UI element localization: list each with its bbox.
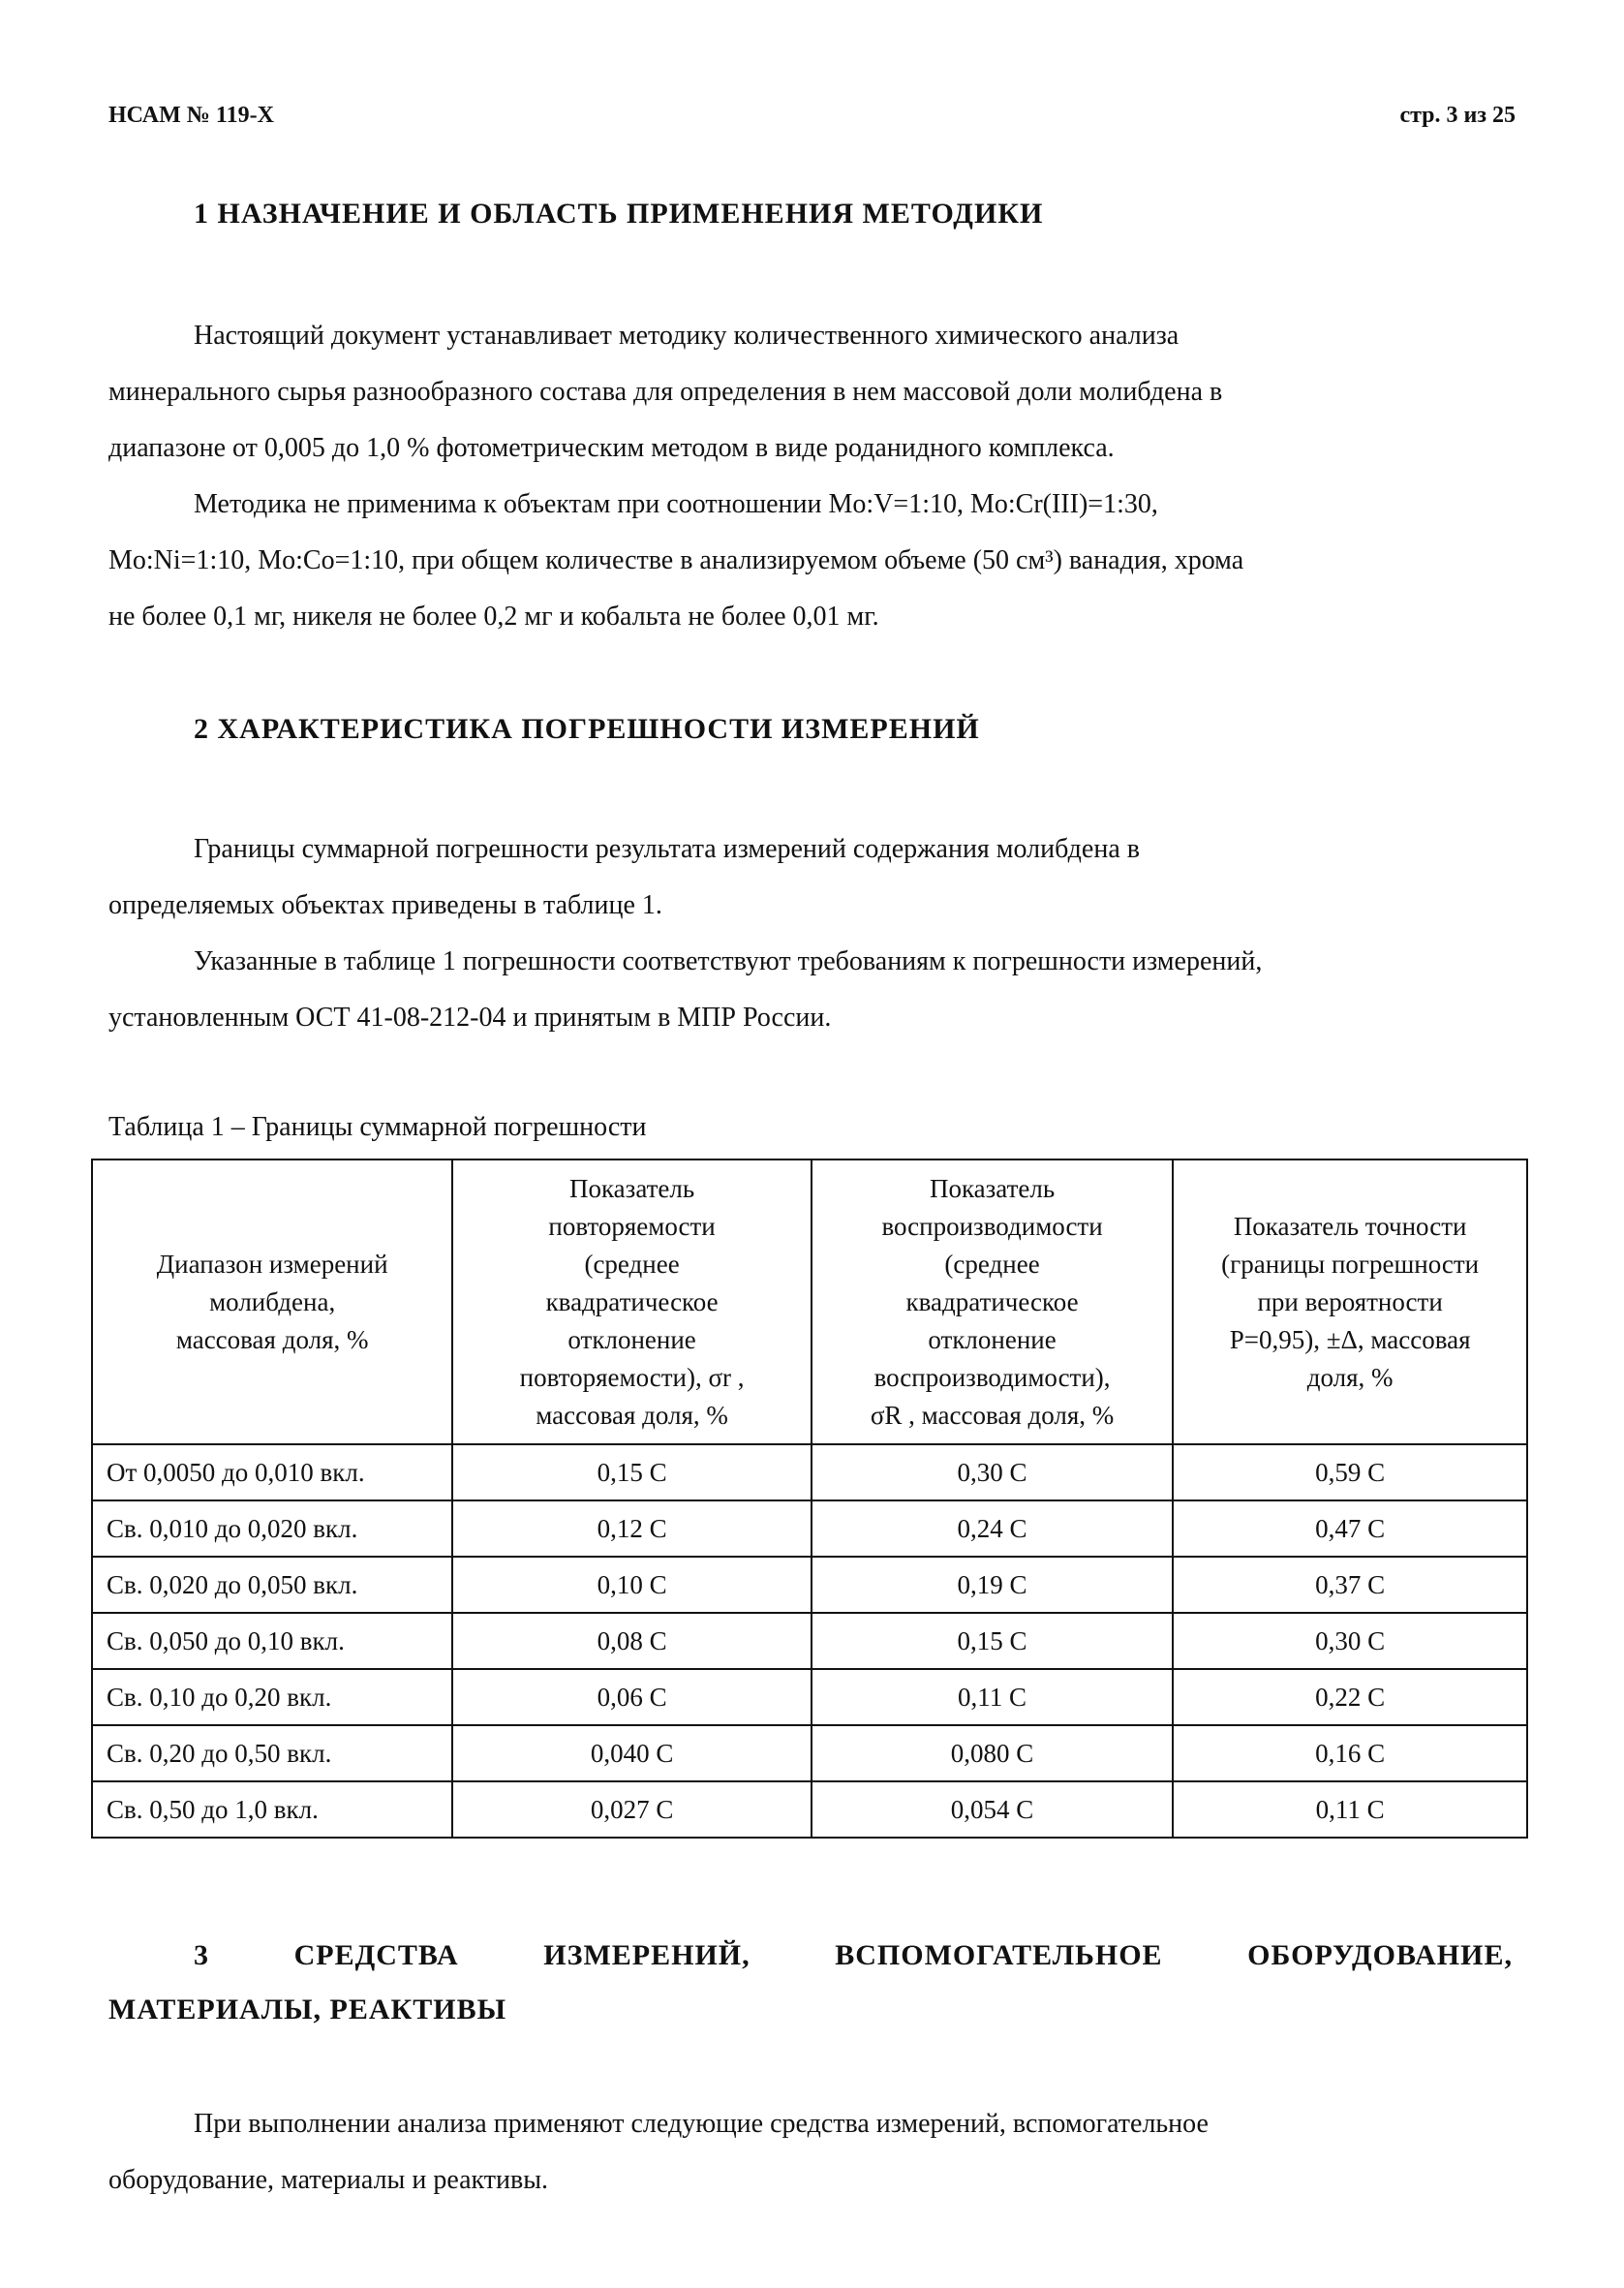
cell-accuracy: 0,47 C (1173, 1500, 1527, 1557)
header-text: массовая доля, % (175, 1324, 369, 1354)
cell-reproducibility: 0,19 C (812, 1557, 1173, 1613)
cell-repeatability: 0,08 C (452, 1613, 812, 1669)
header-text: квадратическое (545, 1286, 719, 1316)
paragraph-line: установленным ОСТ 41-08-212-04 и принятым в МПР России. (108, 1003, 832, 1033)
paragraph-line: Настоящий документ устанавливает методику количественного химического анализа (194, 321, 1180, 351)
section-1-paragraph-2 (108, 477, 1513, 645)
error-limits-table (91, 1159, 1528, 1839)
cell-accuracy: 0,22 C (1173, 1669, 1527, 1725)
paragraph-line: При выполнении анализа применяют следующие средства измерений, вспомогательное (194, 2109, 1209, 2139)
title-word: ИЗМЕРЕНИЙ, (543, 1939, 751, 1971)
header-text: отклонение (567, 1324, 696, 1354)
paragraph-line: Границы суммарной погрешности результата измерений содержания молибдена в (194, 834, 1140, 864)
header-range (92, 1159, 452, 1444)
paragraph-line: минерального сырья разнообразного состава для определения в нем массовой доли молибдена в (108, 377, 1223, 407)
page-number: стр. 3 из 25 (1399, 103, 1516, 128)
header-text: (среднее (944, 1249, 1040, 1279)
table-row (92, 1444, 1527, 1500)
cell-repeatability: 0,15 C (452, 1444, 812, 1500)
paragraph-line: определяемых объектах приведены в таблице 1. (108, 890, 662, 920)
table-caption: Таблица 1 – Границы суммарной погрешности (108, 1112, 647, 1142)
document-id: НСАМ № 119-Х (108, 103, 274, 128)
cell-range: Св. 0,010 до 0,020 вкл. (92, 1500, 452, 1557)
cell-reproducibility: 0,24 C (812, 1500, 1173, 1557)
header-text: (границы погрешности (1221, 1249, 1480, 1279)
table-row (92, 1500, 1527, 1557)
section-3-title-line-2: МАТЕРИАЛЫ, РЕАКТИВЫ (108, 1994, 507, 2025)
header-text: σR , массовая доля, % (870, 1400, 1115, 1430)
cell-range: От 0,0050 до 0,010 вкл. (92, 1444, 452, 1500)
section-3-paragraph-1 (108, 2096, 1513, 2209)
section-1-paragraph-1 (108, 308, 1513, 477)
table-header-row (92, 1159, 1527, 1444)
paragraph-line: оборудование, материалы и реактивы. (108, 2165, 549, 2195)
header-text: повторяемости), σr , (519, 1362, 745, 1392)
header-text: массовая доля, % (536, 1400, 728, 1430)
header-text: Диапазон измерений (156, 1249, 388, 1279)
title-word: СРЕДСТВА (293, 1939, 459, 1971)
cell-repeatability: 0,027 C (452, 1781, 812, 1838)
header-text: молибдена, (209, 1286, 336, 1316)
table-row (92, 1557, 1527, 1613)
cell-reproducibility: 0,080 C (812, 1725, 1173, 1781)
cell-reproducibility: 0,30 C (812, 1444, 1173, 1500)
section-1-title: 1 НАЗНАЧЕНИЕ И ОБЛАСТЬ ПРИМЕНЕНИЯ МЕТОДИКИ (194, 198, 1044, 230)
header-text: Показатель (929, 1173, 1056, 1203)
cell-range: Св. 0,050 до 0,10 вкл. (92, 1613, 452, 1669)
cell-reproducibility: 0,11 C (812, 1669, 1173, 1725)
cell-accuracy: 0,37 C (1173, 1557, 1527, 1613)
header-text: при вероятности (1257, 1286, 1443, 1316)
table-row (92, 1669, 1527, 1725)
header-text: Показатель точности (1233, 1211, 1467, 1241)
section-2-title: 2 ХАРАКТЕРИСТИКА ПОГРЕШНОСТИ ИЗМЕРЕНИЙ (194, 713, 980, 745)
paragraph-line: Указанные в таблице 1 погрешности соответствуют требованиям к погрешности измерений, (194, 946, 1263, 976)
header-text: повторяемости (548, 1211, 716, 1241)
header-text: P=0,95), ±Δ, массовая (1229, 1324, 1471, 1354)
cell-range: Св. 0,10 до 0,20 вкл. (92, 1669, 452, 1725)
header-text: воспроизводимости), (873, 1362, 1111, 1392)
title-word: ВСПОМОГАТЕЛЬНОЕ (835, 1939, 1163, 1971)
header-repeatability (452, 1159, 812, 1444)
title-word: 3 (194, 1939, 209, 1971)
header-reproducibility (812, 1159, 1173, 1444)
paragraph-line: диапазоне от 0,005 до 1,0 % фотометрическим методом в виде роданидного комплекса. (108, 433, 1115, 463)
table-row (92, 1613, 1527, 1669)
header-text: доля, % (1306, 1362, 1394, 1392)
header-text: отклонение (928, 1324, 1057, 1354)
paragraph-line: не более 0,1 мг, никеля не более 0,2 мг и кобальта не более 0,01 мг. (108, 602, 879, 632)
header-accuracy (1173, 1159, 1527, 1444)
cell-range: Св. 0,50 до 1,0 вкл. (92, 1781, 452, 1838)
cell-range: Св. 0,20 до 0,50 вкл. (92, 1725, 452, 1781)
table-row (92, 1725, 1527, 1781)
cell-repeatability: 0,06 C (452, 1669, 812, 1725)
section-2-paragraph-1 (108, 821, 1513, 934)
header-text: воспроизводимости (881, 1211, 1103, 1241)
cell-range: Св. 0,020 до 0,050 вкл. (92, 1557, 452, 1613)
header-text: (среднее (584, 1249, 680, 1279)
section-2-paragraph-2 (108, 934, 1513, 1046)
paragraph-line: Методика не применима к объектам при соотношении Mo:V=1:10, Mo:Cr(III)=1:30, (194, 489, 1158, 519)
table-row (92, 1781, 1527, 1838)
section-3-title-line-1 (194, 1939, 1513, 1972)
cell-reproducibility: 0,15 C (812, 1613, 1173, 1669)
cell-repeatability: 0,12 C (452, 1500, 812, 1557)
cell-repeatability: 0,10 C (452, 1557, 812, 1613)
paragraph-line: Mo:Ni=1:10, Mo:Co=1:10, при общем количестве в анализируемом объеме (50 см³) ванадия, хрома (108, 545, 1244, 575)
cell-repeatability: 0,040 C (452, 1725, 812, 1781)
title-word: ОБОРУДОВАНИЕ, (1247, 1939, 1513, 1971)
cell-accuracy: 0,16 C (1173, 1725, 1527, 1781)
cell-accuracy: 0,11 C (1173, 1781, 1527, 1838)
cell-accuracy: 0,30 C (1173, 1613, 1527, 1669)
header-text: Показатель (568, 1173, 695, 1203)
cell-reproducibility: 0,054 C (812, 1781, 1173, 1838)
header-text: квадратическое (905, 1286, 1079, 1316)
cell-accuracy: 0,59 C (1173, 1444, 1527, 1500)
